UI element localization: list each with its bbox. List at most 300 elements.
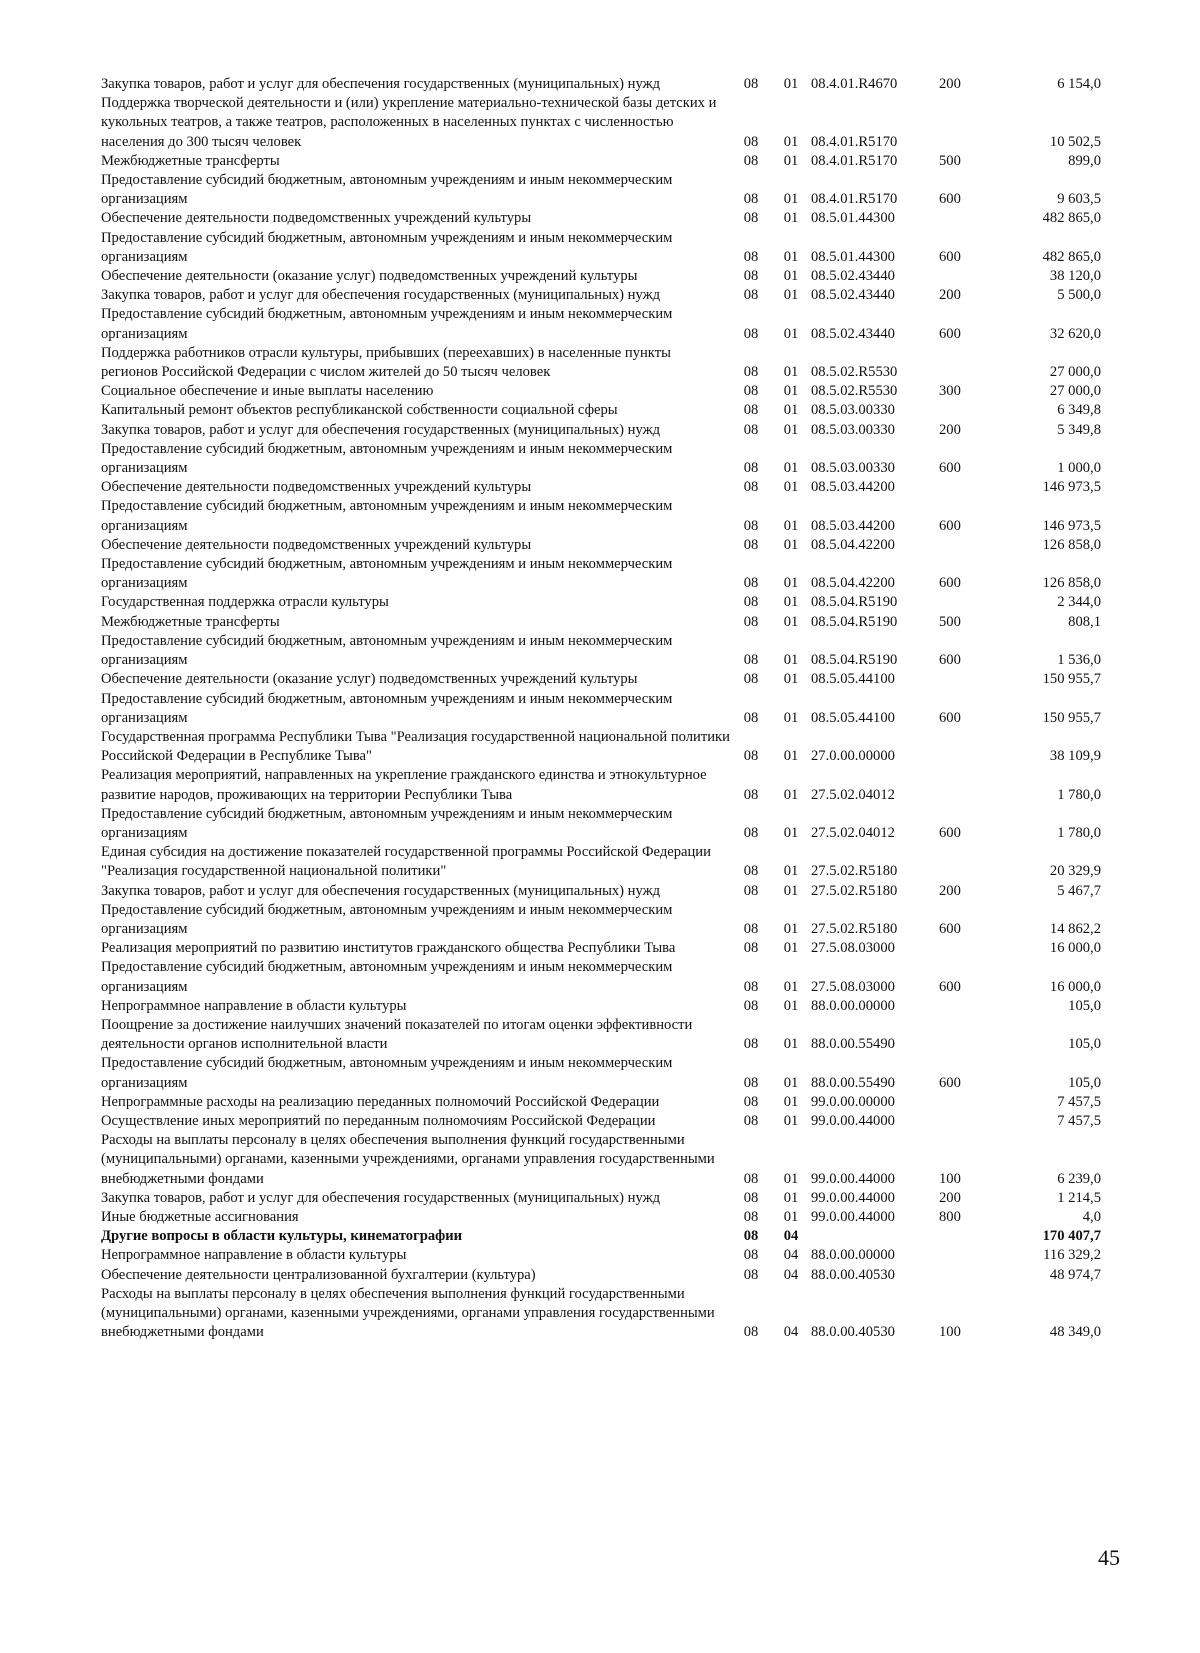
row-target-article: 08.5.03.00330: [811, 421, 895, 438]
row-subsection: 01: [783, 210, 799, 227]
row-section: 08: [743, 421, 759, 438]
table-row: [101, 843, 1101, 881]
row-expense-type: 300: [939, 383, 961, 400]
row-name: Непрограммные расходы на реализацию переданных полномочий Российской Федерации: [101, 1093, 660, 1110]
table-row: [101, 478, 1101, 497]
row-target-article: 08.4.01.R4670: [811, 76, 898, 92]
row-subsection: 01: [783, 709, 799, 726]
row-target-article: 27.5.08.03000: [811, 940, 895, 957]
budget-table: [101, 75, 1101, 1342]
row-expense-type: 800: [939, 1208, 961, 1225]
row-section: 08: [743, 152, 759, 169]
row-subsection: 01: [783, 402, 799, 419]
row-target-article: 99.0.00.44000: [811, 1208, 895, 1225]
row-name: Единая субсидия на достижение показателей государственной программы Российской Федерации "Реализация государственной национальной политики": [101, 844, 711, 880]
row-amount: 1 780,0: [1057, 786, 1101, 803]
row-subsection: 01: [783, 364, 799, 381]
row-expense-type: 600: [939, 920, 961, 937]
row-expense-type: [939, 1227, 989, 1246]
row-expense-type: [939, 1266, 989, 1285]
row-name: Непрограммное направление в области культуры: [101, 997, 407, 1014]
table-row: [101, 1016, 1101, 1054]
row-subsection: 01: [783, 1189, 799, 1206]
table-row: [101, 882, 1101, 901]
row-section: 08: [743, 402, 759, 419]
row-section: 08: [743, 709, 759, 726]
row-expense-type: 600: [939, 191, 961, 208]
row-name: Межбюджетные трансферты: [101, 152, 280, 169]
row-expense-type: [939, 401, 989, 420]
row-section: 08: [743, 1074, 759, 1091]
row-subsection: 01: [783, 1112, 799, 1129]
row-section: 08: [743, 978, 759, 995]
row-name: Расходы на выплаты персоналу в целях обеспечения выполнения функций государственными (муниципальными) органами, казенными учреждениями, органами управления государственными внебюджетными фондами: [101, 1285, 715, 1341]
row-name: Социальное обеспечение и иные выплаты населению: [101, 383, 434, 400]
row-name: Государственная поддержка отрасли культуры: [101, 594, 389, 611]
row-section: 08: [743, 786, 759, 803]
row-name: Капитальный ремонт объектов республиканской собственности социальной сферы: [101, 402, 618, 419]
row-name: Предоставление субсидий бюджетным, автономным учреждениям и иным некоммерческим организациям: [101, 229, 673, 265]
row-subsection: 04: [783, 1247, 799, 1264]
row-amount: 146 973,5: [1042, 517, 1101, 534]
row-name: Предоставление субсидий бюджетным, автономным учреждениям и иным некоммерческим организациям: [101, 306, 673, 342]
row-subsection: 01: [783, 421, 799, 438]
row-target-article: [811, 1227, 939, 1246]
row-amount: 150 955,7: [1042, 671, 1101, 688]
table-row: [101, 632, 1101, 670]
table-row: [101, 670, 1101, 689]
row-amount: 808,1: [1068, 613, 1101, 630]
row-target-article: 88.0.00.55490: [811, 1036, 895, 1053]
row-expense-type: 500: [939, 152, 961, 169]
row-expense-type: 100: [939, 1324, 961, 1341]
row-expense-type: [939, 1246, 989, 1265]
row-name: Предоставление субсидий бюджетным, автономным учреждениям и иным некоммерческим организациям: [101, 440, 673, 477]
row-amount: 6 349,8: [1057, 402, 1101, 419]
row-subsection: 01: [783, 268, 799, 285]
row-amount: 170 407,7: [1042, 1228, 1101, 1245]
table-row: [101, 171, 1101, 209]
row-target-article: 08.5.04.R5190: [811, 594, 898, 611]
table-row: [101, 766, 1101, 804]
table-row: [101, 1227, 1101, 1246]
table-row: [101, 344, 1101, 382]
row-name: Закупка товаров, работ и услуг для обеспечения государственных (муниципальных) нужд: [101, 76, 661, 92]
row-subsection: 01: [783, 191, 799, 208]
row-subsection: 01: [783, 152, 799, 169]
row-expense-type: 600: [939, 460, 961, 477]
row-target-article: 08.5.02.R5530: [811, 383, 898, 400]
row-target-article: 08.5.04.R5190: [811, 652, 898, 669]
row-target-article: 27.5.02.R5180: [811, 863, 898, 880]
row-expense-type: 600: [939, 517, 961, 534]
row-target-article: 88.0.00.00000: [811, 1247, 895, 1264]
row-target-article: 08.5.04.42200: [811, 536, 895, 553]
row-subsection: 01: [783, 671, 799, 688]
row-section: 08: [743, 76, 759, 92]
row-subsection: 01: [783, 383, 799, 400]
row-section: 08: [743, 1112, 759, 1129]
row-amount: 105,0: [1068, 1036, 1101, 1053]
row-section: 08: [743, 191, 759, 208]
table-row: [101, 497, 1101, 535]
row-expense-type: [939, 1093, 989, 1112]
row-section: 08: [743, 613, 759, 630]
row-amount: 10 502,5: [1049, 133, 1101, 150]
row-section: 08: [743, 133, 759, 150]
row-amount: 2 344,0: [1057, 594, 1101, 611]
row-section: 08: [743, 536, 759, 553]
table-row: [101, 939, 1101, 958]
row-name: Обеспечение деятельности (оказание услуг) подведомственных учреждений культуры: [101, 268, 638, 285]
row-name: Поддержка творческой деятельности и (или) укрепление материально-технической базы детских и кукольных театров, а также театров, расположенных в населенных пунктах с численностью населения до 300 тысяч человек: [101, 95, 717, 150]
row-section: 08: [743, 1170, 759, 1187]
row-name: Предоставление субсидий бюджетным, автономным учреждениям и иным некоммерческим организациям: [101, 959, 673, 995]
row-target-article: 27.5.08.03000: [811, 978, 895, 995]
row-section: 08: [743, 940, 759, 957]
row-name: Предоставление субсидий бюджетным, автономным учреждениям и иным некоммерческим организациям: [101, 901, 673, 937]
row-subsection: 01: [783, 1170, 799, 1187]
row-name: Осуществление иных мероприятий по переданным полномочиям Российской Федерации: [101, 1112, 656, 1129]
row-subsection: 01: [783, 652, 799, 669]
row-section: 08: [743, 517, 759, 534]
row-section: 08: [743, 248, 759, 265]
row-amount: 16 000,0: [1049, 940, 1101, 957]
row-amount: 105,0: [1068, 997, 1101, 1014]
row-expense-type: [939, 1016, 989, 1054]
table-row: [101, 1285, 1101, 1343]
row-expense-type: [939, 209, 989, 228]
row-expense-type: 500: [939, 613, 961, 630]
row-name: Предоставление субсидий бюджетным, автономным учреждениям и иным некоммерческим организациям: [101, 690, 673, 726]
row-section: 08: [743, 1228, 759, 1245]
row-amount: 1 536,0: [1057, 652, 1101, 669]
table-row: [101, 440, 1101, 478]
row-target-article: 88.0.00.00000: [811, 997, 895, 1014]
table-row: [101, 229, 1101, 267]
row-amount: 126 858,0: [1042, 575, 1101, 592]
row-target-article: 08.5.03.44200: [811, 517, 895, 534]
row-name: Предоставление субсидий бюджетным, автономным учреждениям и иным некоммерческим организациям: [101, 632, 673, 669]
row-target-article: 99.0.00.44000: [811, 1170, 895, 1187]
row-target-article: 08.5.04.R5190: [811, 613, 898, 630]
row-subsection: 01: [783, 460, 799, 477]
row-amount: 150 955,7: [1042, 709, 1101, 726]
table-row: [101, 401, 1101, 420]
row-target-article: 27.5.02.04012: [811, 786, 895, 803]
row-subsection: 01: [783, 920, 799, 937]
row-expense-type: [939, 478, 989, 497]
row-name: Предоставление субсидий бюджетным, автономным учреждениям и иным некоммерческим организациям: [101, 556, 673, 592]
row-amount: 14 862,2: [1049, 920, 1101, 937]
row-subsection: 01: [783, 76, 799, 92]
row-target-article: 08.5.04.42200: [811, 575, 895, 592]
table-row: [101, 1093, 1101, 1112]
row-section: 08: [743, 1247, 759, 1264]
row-name: Предоставление субсидий бюджетным, автономным учреждениям и иным некоммерческим организациям: [101, 1055, 673, 1091]
row-target-article: 08.5.03.00330: [811, 402, 895, 419]
row-section: 08: [743, 268, 759, 285]
row-subsection: 04: [783, 1324, 799, 1341]
row-amount: 6 239,0: [1057, 1170, 1101, 1187]
row-amount: 38 120,0: [1049, 268, 1101, 285]
row-name: Другие вопросы в области культуры, кинематографии: [101, 1228, 463, 1245]
row-amount: 9 603,5: [1057, 191, 1101, 208]
row-amount: 899,0: [1068, 152, 1101, 169]
row-target-article: 08.4.01.R5170: [811, 191, 898, 208]
row-name: Закупка товаров, работ и услуг для обеспечения государственных (муниципальных) нужд: [101, 421, 661, 438]
row-name: Реализация мероприятий по развитию институтов гражданского общества Республики Тыва: [101, 940, 676, 957]
row-amount: 6 154,0: [1057, 76, 1101, 92]
row-expense-type: 600: [939, 248, 961, 265]
row-target-article: 99.0.00.44000: [811, 1189, 895, 1206]
table-row: [101, 1189, 1101, 1208]
row-subsection: 01: [783, 613, 799, 630]
row-subsection: 01: [783, 978, 799, 995]
row-amount: 1 780,0: [1057, 824, 1101, 841]
row-amount: 105,0: [1068, 1074, 1101, 1091]
row-expense-type: [939, 267, 989, 286]
table-row: [101, 267, 1101, 286]
row-amount: 32 620,0: [1049, 325, 1101, 342]
row-name: Предоставление субсидий бюджетным, автономным учреждениям и иным некоммерческим организациям: [101, 498, 673, 534]
row-name: Расходы на выплаты персоналу в целях обеспечения выполнения функций государственными (муниципальными) органами, казенными учреждениями, органами управления государственными внебюджетными фондами: [101, 1132, 715, 1187]
row-name: Непрограммное направление в области культуры: [101, 1247, 407, 1264]
table-row: [101, 613, 1101, 632]
row-section: 08: [743, 824, 759, 841]
row-target-article: 27.5.02.R5180: [811, 882, 898, 899]
row-amount: 5 500,0: [1057, 287, 1101, 304]
row-name: Иные бюджетные ассигнования: [101, 1208, 299, 1225]
row-target-article: 08.5.01.44300: [811, 210, 895, 227]
row-expense-type: [939, 1112, 989, 1131]
table-row: [101, 958, 1101, 996]
row-name: Поддержка работников отрасли культуры, прибывших (переехавших) в населенные пункты регионов Российской Федерации с числом жителей до 50 тысяч человек: [101, 344, 671, 381]
row-target-article: 08.5.02.43440: [811, 325, 895, 342]
row-expense-type: 200: [939, 1189, 961, 1206]
row-subsection: 01: [783, 786, 799, 803]
row-name: Обеспечение деятельности подведомственных учреждений культуры: [101, 479, 532, 496]
row-section: 08: [743, 287, 759, 304]
row-target-article: 88.0.00.55490: [811, 1074, 895, 1091]
row-expense-type: 200: [939, 421, 961, 438]
row-subsection: 01: [783, 1208, 799, 1225]
table-row: [101, 94, 1101, 152]
table-row: [101, 1112, 1101, 1131]
row-amount: 7 457,5: [1057, 1093, 1101, 1110]
row-expense-type: 200: [939, 76, 961, 92]
row-expense-type: 100: [939, 1170, 961, 1187]
row-target-article: 08.5.05.44100: [811, 671, 895, 688]
row-amount: 48 974,7: [1049, 1266, 1101, 1283]
row-amount: 126 858,0: [1042, 536, 1101, 553]
row-section: 08: [743, 1208, 759, 1225]
page-number: 45: [1098, 1545, 1120, 1570]
row-amount: 16 000,0: [1049, 978, 1101, 995]
row-target-article: 88.0.00.40530: [811, 1266, 895, 1283]
row-amount: 4,0: [1082, 1208, 1101, 1225]
row-expense-type: 600: [939, 575, 961, 592]
table-row: [101, 1131, 1101, 1189]
row-subsection: 01: [783, 248, 799, 265]
row-name: Закупка товаров, работ и услуг для обеспечения государственных (муниципальных) нужд: [101, 1189, 661, 1206]
table-row: [101, 536, 1101, 555]
row-section: 08: [743, 364, 759, 381]
row-section: 08: [743, 1036, 759, 1053]
table-row: [101, 1246, 1101, 1265]
table-row: [101, 690, 1101, 728]
row-expense-type: 200: [939, 287, 961, 304]
row-section: 08: [743, 748, 759, 765]
row-amount: 116 329,2: [1043, 1247, 1101, 1264]
row-target-article: 27.0.00.00000: [811, 748, 895, 765]
row-subsection: 01: [783, 575, 799, 592]
row-name: Предоставление субсидий бюджетным, автономным учреждениям и иным некоммерческим организациям: [101, 805, 673, 841]
row-amount: 5 467,7: [1057, 882, 1101, 899]
row-amount: 146 973,5: [1042, 479, 1101, 496]
row-name: Реализация мероприятий, направленных на укрепление гражданского единства и этнокультурное развитие народов, проживающих на территории Республики Тыва: [101, 767, 707, 803]
table-row: [101, 75, 1101, 94]
row-name: Закупка товаров, работ и услуг для обеспечения государственных (муниципальных) нужд: [101, 882, 661, 899]
row-target-article: 88.0.00.40530: [811, 1324, 895, 1341]
row-amount: 482 865,0: [1042, 248, 1101, 265]
row-section: 08: [743, 1093, 759, 1110]
row-section: 08: [743, 652, 759, 669]
row-target-article: 08.5.02.43440: [811, 287, 895, 304]
table-row: [101, 997, 1101, 1016]
row-subsection: 01: [783, 1074, 799, 1091]
row-section: 08: [743, 1266, 759, 1283]
row-target-article: 08.5.02.R5530: [811, 364, 898, 381]
row-expense-type: 600: [939, 1074, 961, 1091]
row-section: 08: [743, 594, 759, 611]
row-subsection: 01: [783, 1036, 799, 1053]
row-amount: 7 457,5: [1057, 1112, 1101, 1129]
row-expense-type: [939, 94, 989, 152]
row-expense-type: [939, 536, 989, 555]
row-target-article: 08.5.05.44100: [811, 709, 895, 726]
row-section: 08: [743, 1324, 759, 1341]
row-target-article: 27.5.02.R5180: [811, 920, 898, 937]
row-subsection: 01: [783, 748, 799, 765]
row-subsection: 01: [783, 479, 799, 496]
row-subsection: 01: [783, 1093, 799, 1110]
row-section: 08: [743, 920, 759, 937]
table-row: [101, 152, 1101, 171]
row-subsection: 01: [783, 882, 799, 899]
row-expense-type: [939, 997, 989, 1016]
table-row: [101, 805, 1101, 843]
row-name: Государственная программа Республики Тыва "Реализация государственной национальной политики Российской Федерации в Республике Тыва": [101, 728, 730, 765]
row-target-article: 08.5.01.44300: [811, 248, 895, 265]
table-row: [101, 305, 1101, 343]
row-target-article: 99.0.00.00000: [811, 1093, 895, 1110]
row-target-article: 08.5.02.43440: [811, 268, 895, 285]
row-subsection: 01: [783, 325, 799, 342]
row-expense-type: [939, 344, 989, 382]
row-amount: 1 000,0: [1057, 460, 1101, 477]
row-expense-type: 600: [939, 325, 961, 342]
row-name: Обеспечение деятельности централизованной бухгалтерии (культура): [101, 1266, 536, 1283]
row-expense-type: [939, 670, 989, 689]
row-amount: 27 000,0: [1049, 364, 1101, 381]
row-name: Обеспечение деятельности подведомственных учреждений культуры: [101, 210, 532, 227]
table-row: [101, 382, 1101, 401]
row-section: 08: [743, 325, 759, 342]
row-expense-type: 600: [939, 978, 961, 995]
row-target-article: 99.0.00.44000: [811, 1112, 895, 1129]
row-expense-type: 200: [939, 882, 961, 899]
table-row: [101, 1054, 1101, 1092]
row-amount: 1 214,5: [1057, 1189, 1101, 1206]
table-row: [101, 555, 1101, 593]
row-subsection: 01: [783, 997, 799, 1014]
row-name: Предоставление субсидий бюджетным, автономным учреждениям и иным некоммерческим организациям: [101, 172, 673, 208]
row-expense-type: [939, 766, 989, 804]
row-expense-type: [939, 728, 989, 766]
row-section: 08: [743, 1189, 759, 1206]
row-amount: 27 000,0: [1049, 383, 1101, 400]
row-subsection: 04: [783, 1228, 799, 1245]
row-section: 08: [743, 882, 759, 899]
row-amount: 20 329,9: [1049, 863, 1101, 880]
table-row: [101, 286, 1101, 305]
row-section: 08: [743, 210, 759, 227]
row-target-article: 08.5.03.44200: [811, 479, 895, 496]
table-row: [101, 1266, 1101, 1285]
row-section: 08: [743, 863, 759, 880]
row-target-article: 27.5.02.04012: [811, 824, 895, 841]
row-amount: 38 109,9: [1049, 748, 1101, 765]
row-subsection: 01: [783, 940, 799, 957]
budget-table-body: [101, 75, 1101, 1342]
row-subsection: 01: [783, 287, 799, 304]
row-target-article: 08.4.01.R5170: [811, 152, 898, 169]
row-name: Поощрение за достижение наилучших значений показателей по итогам оценки эффективности деятельности органов исполнительной власти: [101, 1016, 693, 1053]
table-row: [101, 1208, 1101, 1227]
table-row: [101, 421, 1101, 440]
row-name: Межбюджетные трансферты: [101, 613, 280, 630]
table-row: [101, 209, 1101, 228]
row-subsection: 01: [783, 863, 799, 880]
row-subsection: 01: [783, 133, 799, 150]
row-expense-type: 600: [939, 824, 961, 841]
row-amount: 482 865,0: [1042, 210, 1101, 227]
row-section: 08: [743, 575, 759, 592]
table-row: [101, 728, 1101, 766]
row-name: Закупка товаров, работ и услуг для обеспечения государственных (муниципальных) нужд: [101, 287, 661, 304]
row-target-article: 08.4.01.R5170: [811, 133, 898, 150]
row-target-article: 08.5.03.00330: [811, 460, 895, 477]
row-amount: 5 349,8: [1057, 421, 1101, 438]
row-expense-type: [939, 593, 989, 612]
row-expense-type: 600: [939, 652, 961, 669]
row-name: Обеспечение деятельности подведомственных учреждений культуры: [101, 536, 532, 553]
row-name: Обеспечение деятельности (оказание услуг) подведомственных учреждений культуры: [101, 671, 638, 688]
row-section: 08: [743, 460, 759, 477]
row-section: 08: [743, 671, 759, 688]
row-subsection: 04: [783, 1266, 799, 1283]
table-row: [101, 901, 1101, 939]
row-subsection: 01: [783, 824, 799, 841]
row-subsection: 01: [783, 517, 799, 534]
row-section: 08: [743, 383, 759, 400]
row-section: 08: [743, 997, 759, 1014]
row-subsection: 01: [783, 594, 799, 611]
row-expense-type: 600: [939, 709, 961, 726]
table-row: [101, 593, 1101, 612]
row-expense-type: [939, 939, 989, 958]
